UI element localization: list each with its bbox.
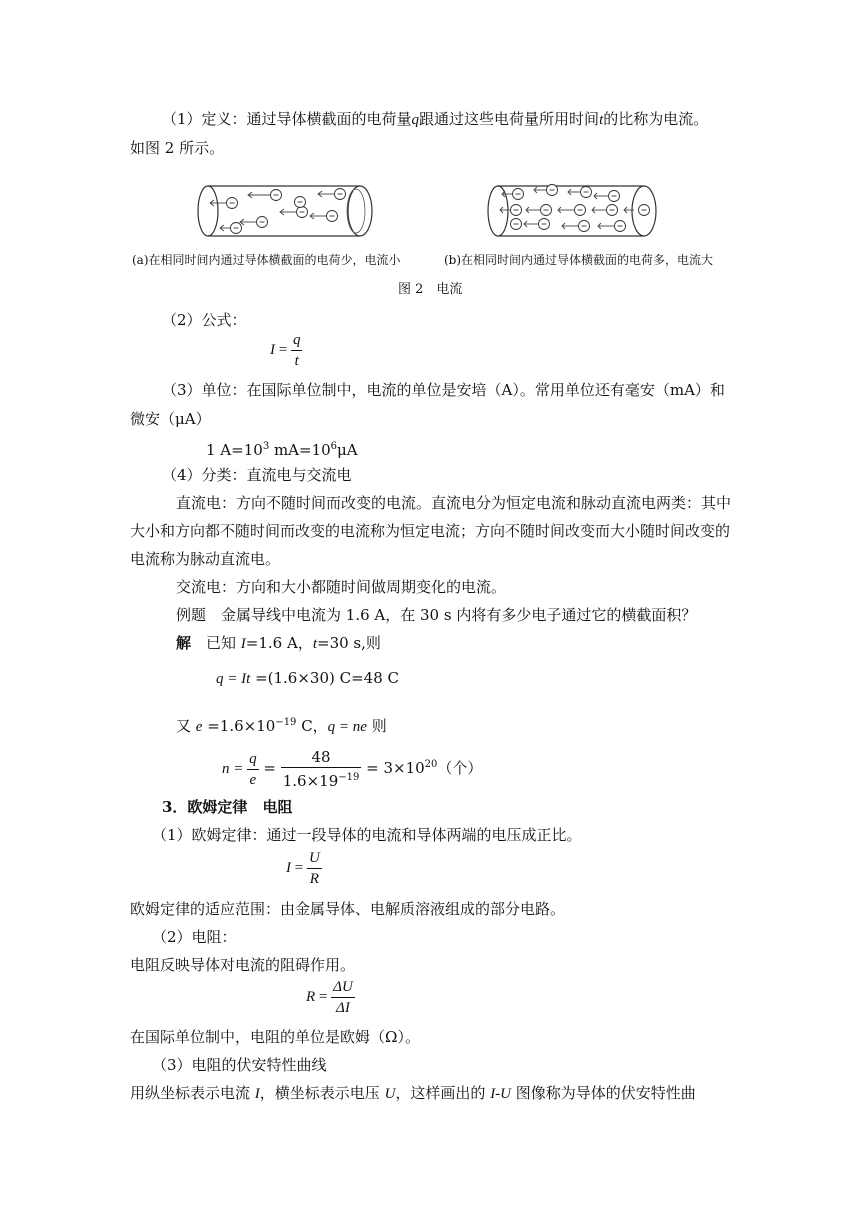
figure-2b-caption: (b)在相同时间内通过导体横截面的电荷多，电流大 — [444, 253, 714, 267]
figure-2-caption: 图 2 电流 — [398, 282, 463, 297]
electron-count-equation: n = $\frac{q}{e}$ = $\frac{48}{1.6\times 19^{-19}}$ = $3\times 10^{20}$（个） — [222, 748, 483, 790]
resistance-description: 电阻反映导体对电流的阻碍作用。 — [130, 956, 356, 974]
charge-equation: q = It =(1.6×30) C=48 C — [216, 669, 399, 687]
unit-line-1: （3）单位：在国际单位制中，电流的单位是安培（A）。常用单位还有毫安（mA）和 — [162, 381, 725, 399]
iv-curve-label: （3）电阻的伏安特性曲线 — [152, 1056, 327, 1074]
definition-line-1: （1）定义：通过导体横截面的电荷量q跟通过这些电荷量所用时间t的比称为电流。 — [162, 110, 709, 128]
resistance-fraction: $\frac{\Delta U}{\Delta I}$ — [333, 979, 353, 1016]
dc-line-3: 电流称为脉动直流电。 — [130, 550, 281, 568]
ohm-law-label: （1）欧姆定律：通过一段导体的电流和导体两端的电压成正比。 — [152, 826, 582, 844]
dc-line-1: 直流电：方向不随时间而改变的电流。直流电分为恒定电流和脉动直流电两类：其中 — [176, 494, 732, 512]
iv-curve-description: 用纵坐标表示电流 I，横坐标表示电压 U，这样画出的 I-U 图像称为导体的伏安特性曲 — [130, 1084, 696, 1102]
section-3-title: 3．欧姆定律 电阻 — [162, 798, 293, 816]
solution-line: 解 已知 I=1.6 A，t=30 s,则 — [176, 634, 381, 652]
dc-line-2: 大小和方向都不随时间而改变的电流称为恒定电流；方向不随时间改变而大小随时间改变的 — [130, 522, 731, 540]
electron-charge-line: 又 $e =1.6\times 10^{-19}$ C，q = ne 则 — [176, 717, 387, 735]
definition-line-2: 如图 2 所示。 — [130, 139, 225, 157]
classification-label: （4）分类：直流电与交流电 — [162, 466, 352, 484]
figure-2b-conductor — [484, 180, 666, 242]
current-formula: I = $\frac{q}{t}$ — [270, 332, 301, 369]
resistance-formula: R = $\frac{\Delta U}{\Delta I}$ — [306, 979, 353, 1016]
figure-2a-conductor — [194, 180, 376, 242]
resistance-unit: 在国际单位制中，电阻的单位是欧姆（Ω）。 — [130, 1028, 420, 1046]
unit-conversion: 1 $A=10^3$ $mA=10^6\mu A$ — [206, 441, 358, 459]
figure-2a-caption: (a)在相同时间内通过导体横截面的电荷少，电流小 — [132, 253, 401, 267]
ohm-law-scope: 欧姆定律的适应范围：由金属导体、电解质溶液组成的部分电路。 — [130, 900, 566, 918]
q-over-e-fraction: $\frac{q}{e}$ — [249, 750, 257, 788]
formula-label: （2）公式： — [162, 311, 247, 329]
example-question: 例题 金属导线中电流为 1.6 A，在 30 s 内将有多少电子通过它的横截面积？ — [176, 606, 697, 624]
unit-line-2: 微安（μA） — [130, 410, 211, 428]
current-fraction: $\frac{q}{t}$ — [292, 332, 301, 369]
ohm-law-formula: I = $\frac{U}{R}$ — [286, 850, 320, 887]
numeric-fraction: $\frac{48}{1.6\times 19^{-19}}$ — [282, 748, 360, 790]
ac-line: 交流电：方向和大小都随时间做周期变化的电流。 — [176, 578, 507, 596]
ohm-fraction: $\frac{U}{R}$ — [308, 850, 320, 887]
resistance-label: （2）电阻： — [152, 928, 237, 946]
